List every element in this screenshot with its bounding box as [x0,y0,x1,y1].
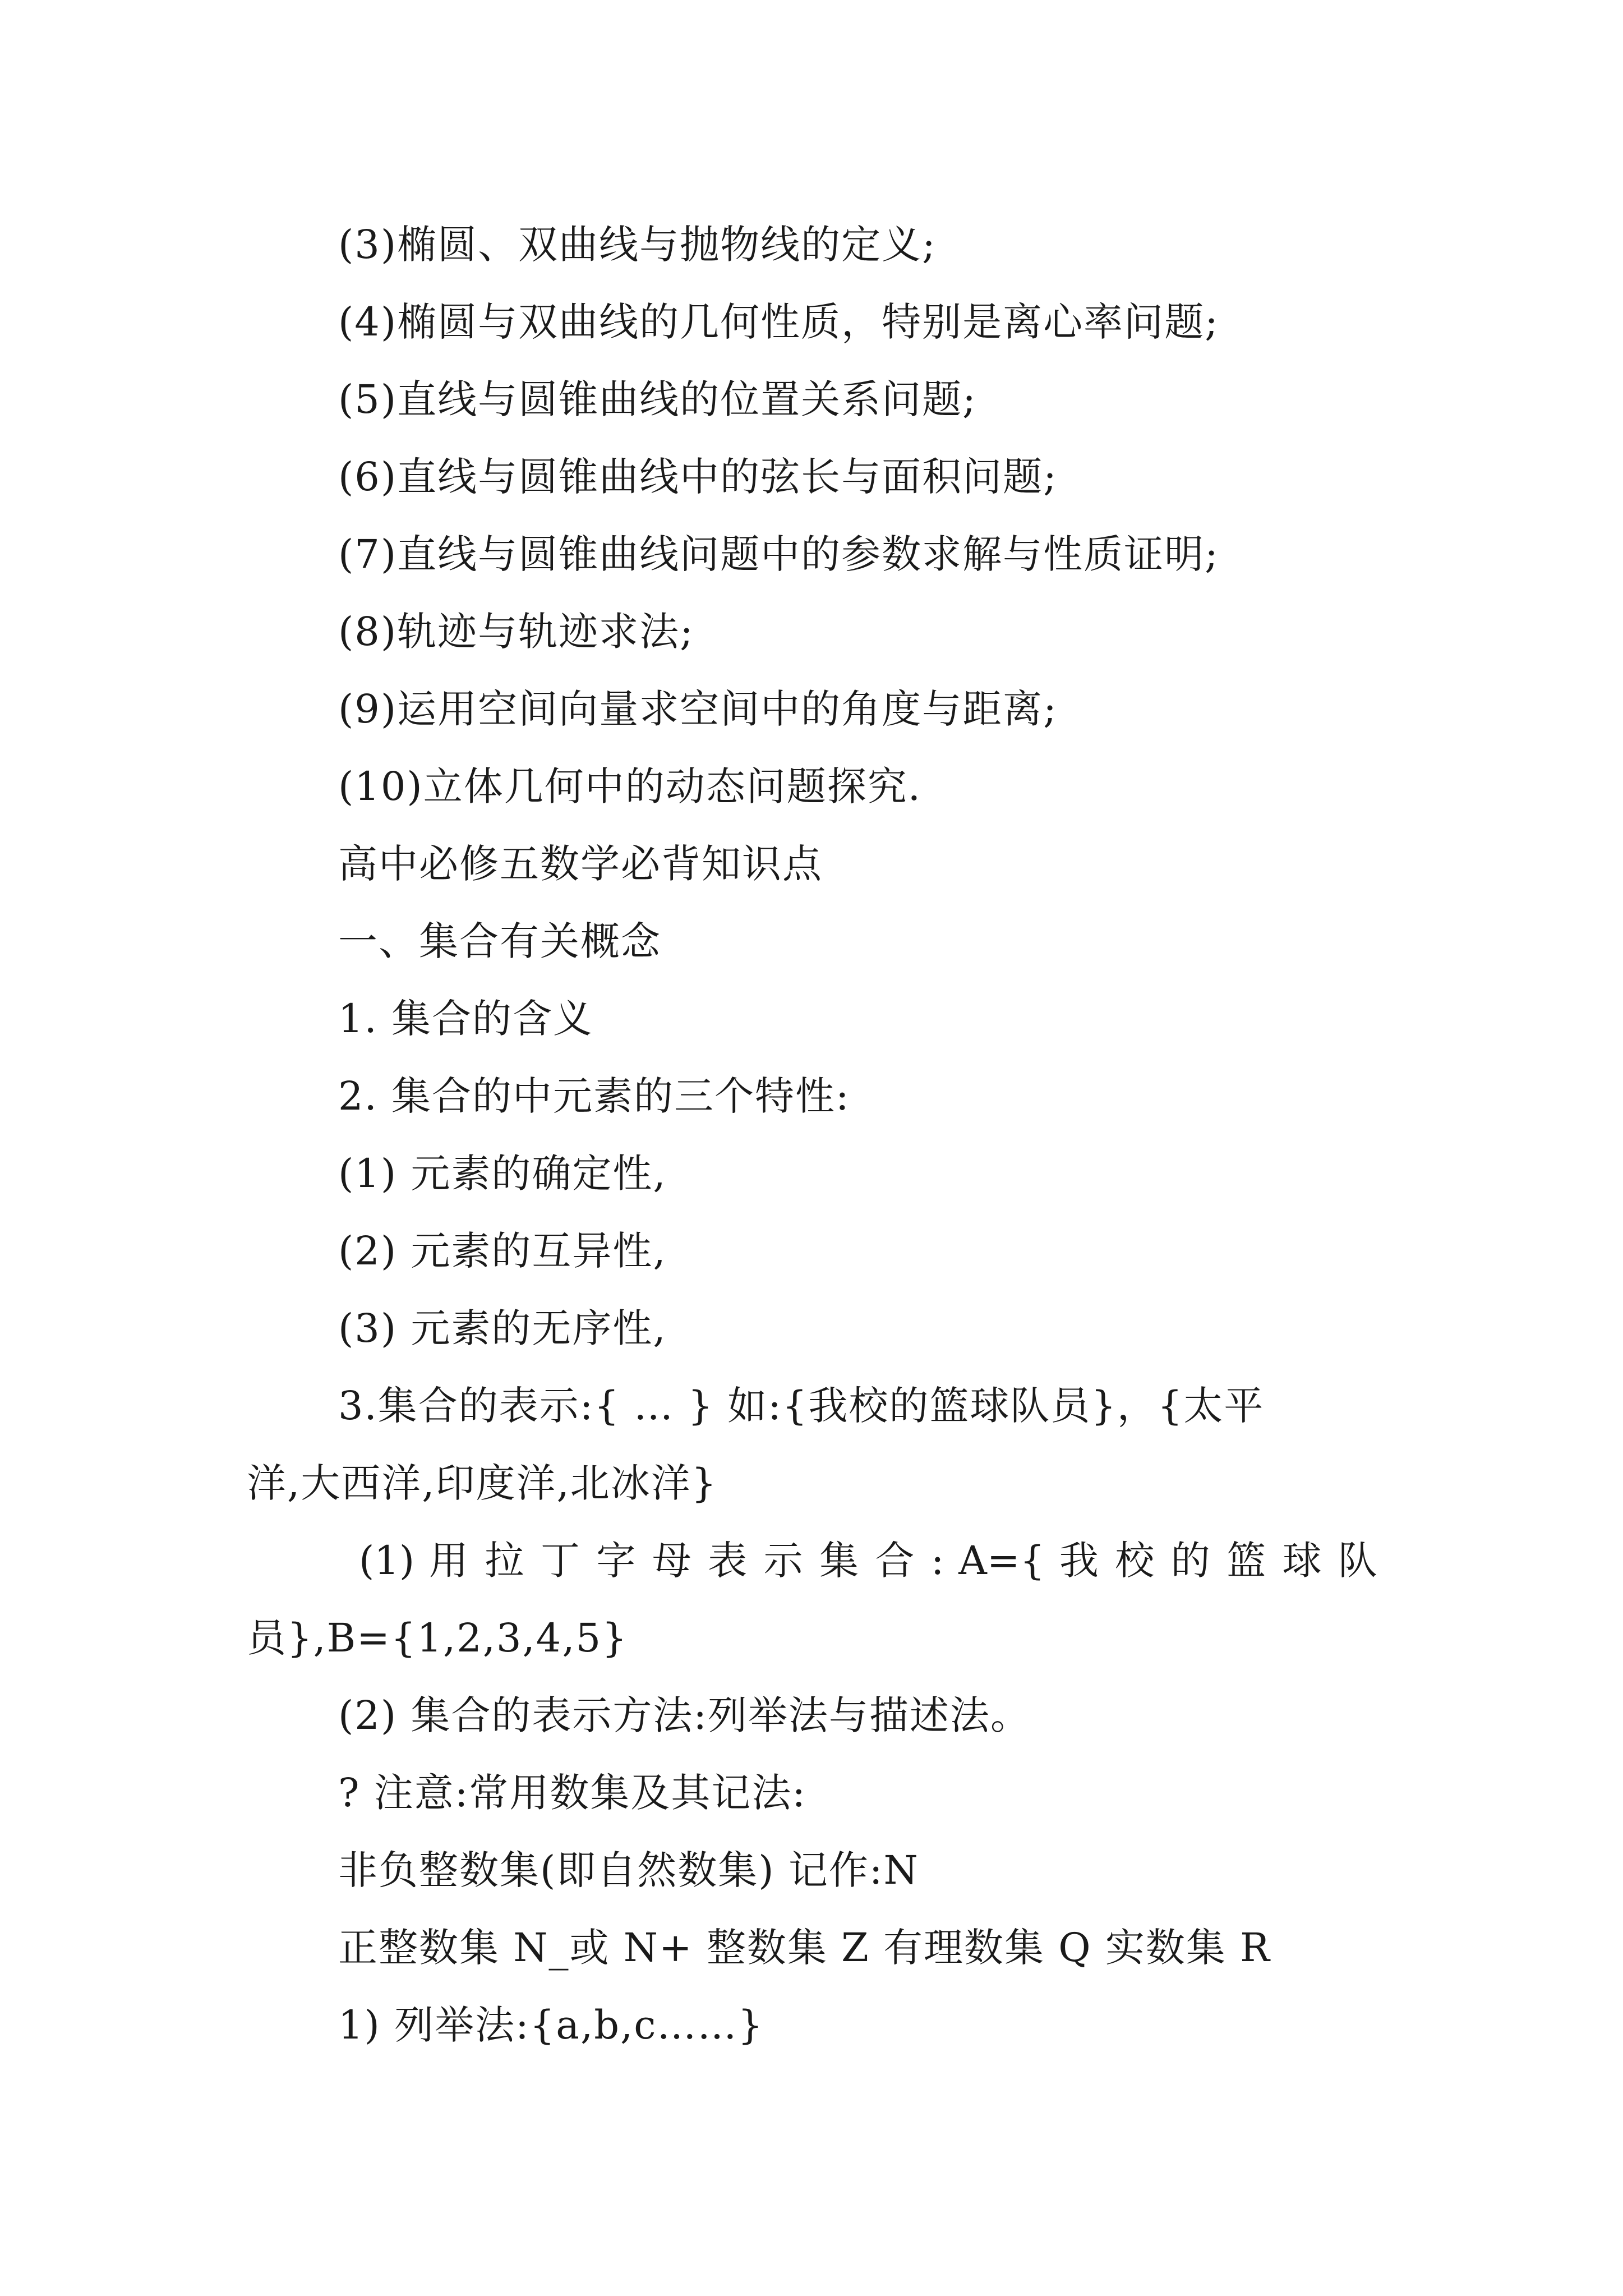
text-line: 1. 集合的含义 [338,996,594,1042]
text-line: (3)椭圆、双曲线与抛物线的定义; [338,222,937,268]
text-line: (8)轨迹与轨迹求法; [338,609,694,655]
text-line: (2) 集合的表示方法:列举法与描述法。 [338,1692,1031,1738]
text-line: ? 注意:常用数集及其记法: [338,1770,806,1816]
text-line: 3.集合的表示:{ … } 如:{我校的篮球队员}，{太平 [338,1383,1265,1429]
section-heading: 一、集合有关概念 [338,918,661,964]
text-line: 2. 集合的中元素的三个特性: [338,1073,850,1119]
text-line: (7)直线与圆锥曲线问题中的参数求解与性质证明; [338,531,1219,577]
text-line: (9)运用空间向量求空间中的角度与距离; [338,686,1058,732]
text-line: 正整数集 N_或 N+ 整数集 Z 有理数集 Q 实数集 R [338,1925,1271,1971]
text-line: (1) 用 拉 丁 字 母 表 示 集 合 : A={ 我 校 的 篮 球 队 [359,1538,1377,1584]
section-heading: 高中必修五数学必背知识点 [338,841,823,887]
text-line: (5)直线与圆锥曲线的位置关系问题; [338,376,977,422]
text-line: (3) 元素的无序性, [338,1305,667,1351]
text-line: 员},B={1,2,3,4,5} [247,1615,628,1661]
text-line: (1) 元素的确定性, [338,1151,667,1197]
text-line: (6)直线与圆锥曲线中的弦长与面积问题; [338,454,1058,500]
text-line: (4)椭圆与双曲线的几何性质，特别是离心率问题; [338,299,1219,345]
text-line: 洋,大西洋,印度洋,北冰洋} [247,1460,718,1506]
text-line: (10)立体几何中的动态问题探究. [338,763,921,809]
text-line: (2) 元素的互异性, [338,1228,667,1274]
text-line: 非负整数集(即自然数集) 记作:N [338,1847,919,1893]
text-line: 1) 列举法:{a,b,c……} [338,2002,764,2048]
